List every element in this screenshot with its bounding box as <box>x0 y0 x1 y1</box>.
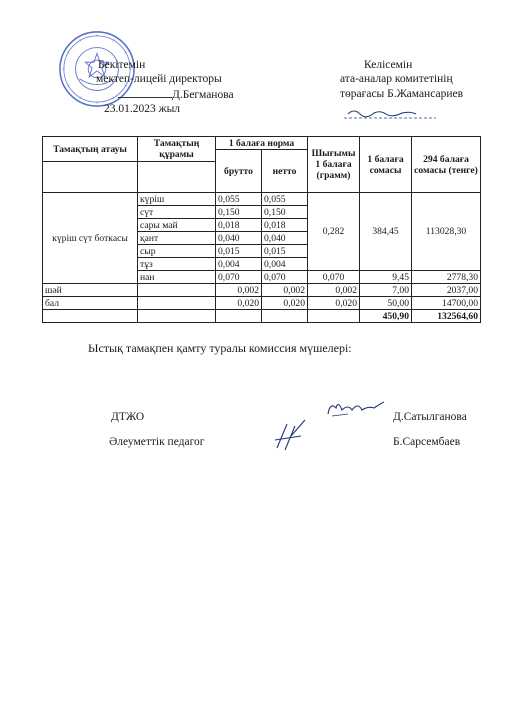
ingredient-name: тұз <box>138 258 216 271</box>
bread-per-child-cost: 9,45 <box>360 271 412 284</box>
header-empty-b <box>138 162 216 193</box>
bread-netto: 0,070 <box>262 271 308 284</box>
menu-table <box>42 136 481 323</box>
honey-brutto: 0,020 <box>216 297 262 310</box>
chair-signature <box>344 106 436 124</box>
totals-empty <box>138 310 216 323</box>
honey-composition-empty <box>138 297 216 310</box>
tea-total-cost: 2037,00 <box>412 284 481 297</box>
ingredient-brutto: 0,004 <box>216 258 262 271</box>
ingredient-netto: 0,015 <box>262 245 308 258</box>
totals-total-cost: 132564,60 <box>412 310 481 323</box>
header-norm: 1 балаға норма <box>216 137 308 150</box>
ingredient-netto: 0,055 <box>262 193 308 206</box>
chair-signature-icon <box>344 106 436 120</box>
header-composition: Тамақтың құрамы <box>138 137 216 162</box>
tea-composition-empty <box>138 284 216 297</box>
ingredient-netto: 0,018 <box>262 219 308 232</box>
table-row <box>43 297 481 310</box>
ingredient-name: сыр <box>138 245 216 258</box>
approve-label: Бекітемін <box>98 59 146 71</box>
bread-brutto: 0,070 <box>216 271 262 284</box>
honey-per-child-cost: 50,00 <box>360 297 412 310</box>
member-name: Б.Сарсембаев <box>393 436 461 448</box>
ingredient-name: сүт <box>138 206 216 219</box>
tea-netto: 0,002 <box>262 284 308 297</box>
header-consumption: Шығымы 1 балаға (грамм) <box>308 137 360 193</box>
dish-per-child-cost: 384,45 <box>360 193 412 271</box>
honey-netto: 0,020 <box>262 297 308 310</box>
header-per-child-cost: 1 балаға сомасы <box>360 137 412 193</box>
approval-date: 23.01.2023 жыл <box>104 103 181 115</box>
honey-name: бал <box>43 297 138 310</box>
ingredient-netto: 0,040 <box>262 232 308 245</box>
commission-title: Ыстық тамақпен қамту туралы комиссия мүшелері: <box>88 341 352 355</box>
tea-name: шәй <box>43 284 138 297</box>
tea-brutto: 0,002 <box>216 284 262 297</box>
table-row <box>43 193 481 206</box>
totals-empty <box>262 310 308 323</box>
header-netto: нетто <box>262 150 308 193</box>
dish-name: күріш сүт боткасы <box>43 193 138 284</box>
honey-total-cost: 14700,00 <box>412 297 481 310</box>
agree-label: Келісемін <box>364 59 413 71</box>
ingredient-brutto: 0,018 <box>216 219 262 232</box>
ingredient-brutto: 0,055 <box>216 193 262 206</box>
dish-total-cost: 113028,30 <box>412 193 481 271</box>
ingredient-name: қант <box>138 232 216 245</box>
totals-empty <box>43 310 138 323</box>
header-total-cost: 294 балаға сомасы (тенге) <box>412 137 481 193</box>
ingredient-brutto: 0,040 <box>216 232 262 245</box>
signature-line <box>118 87 172 98</box>
director-name: Д.Бегманова <box>172 89 234 101</box>
header-empty-a <box>43 162 138 193</box>
member-name: Д.Сатылганова <box>393 411 467 423</box>
ingredient-brutto: 0,015 <box>216 245 262 258</box>
tea-per-child-cost: 7,00 <box>360 284 412 297</box>
ingredient-brutto: 0,150 <box>216 206 262 219</box>
bread-consumption: 0,070 <box>308 271 360 284</box>
totals-per-child-cost: 450,90 <box>360 310 412 323</box>
totals-empty <box>216 310 262 323</box>
tea-consumption: 0,002 <box>308 284 360 297</box>
honey-consumption: 0,020 <box>308 297 360 310</box>
header-brutto: брутто <box>216 150 262 193</box>
dish-consumption: 0,282 <box>308 193 360 271</box>
totals-row <box>43 310 481 323</box>
member-role: Әлеуметтік педагог <box>109 436 205 448</box>
bread-name: нан <box>138 271 216 284</box>
header-food-name: Тамақтың атауы <box>43 137 138 162</box>
ingredient-netto: 0,150 <box>262 206 308 219</box>
committee-chair: төрағасы Б.Жамансариев <box>340 88 464 100</box>
ingredient-name: сары май <box>138 219 216 232</box>
bread-total-cost: 2778,30 <box>412 271 481 284</box>
signature-satylganova-icon <box>324 398 386 420</box>
totals-empty <box>308 310 360 323</box>
member-role: ДТЖО <box>111 411 145 423</box>
committee-label: ата-аналар комитетінің <box>340 73 453 85</box>
table-row <box>43 284 481 297</box>
signature-sarsembaev-icon <box>271 418 311 454</box>
ingredient-netto: 0,004 <box>262 258 308 271</box>
director-position: мектеп-лицейі директоры <box>96 73 222 85</box>
ingredient-name: күріш <box>138 193 216 206</box>
director-signature-line <box>118 87 234 102</box>
